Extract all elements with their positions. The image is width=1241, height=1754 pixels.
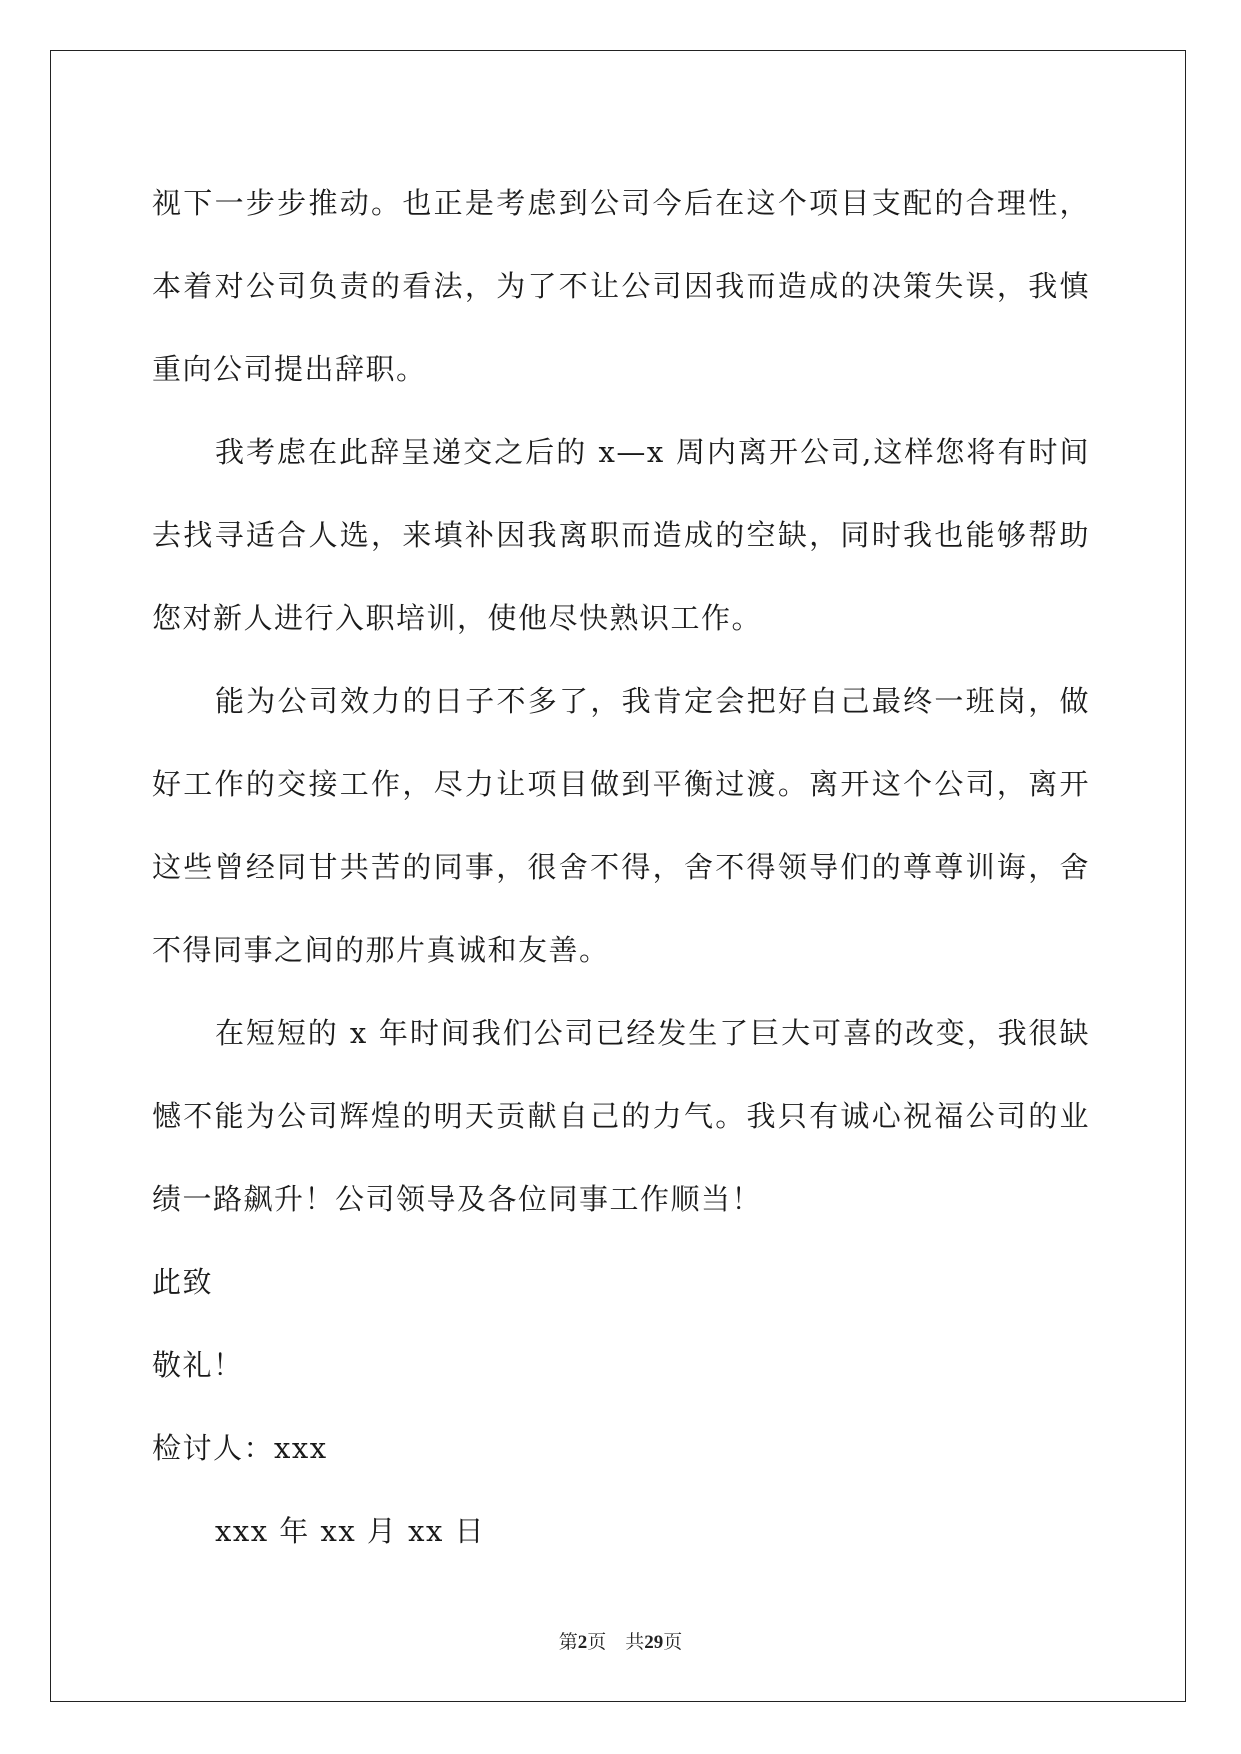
footer-suffix: 页 [663, 1631, 683, 1653]
paragraph-line: 绩一路飙升！公司领导及各位同事工作顺当！ [152, 1182, 763, 1216]
paragraph-line: 能为公司效力的日子不多了，我肯定会把好自己最终一班岗，做 [215, 684, 1090, 718]
footer-total-pages: 29 [644, 1632, 664, 1653]
letter-body [152, 162, 1090, 1573]
date-line: xxx 年 xx 月 xx 日 [215, 1514, 486, 1548]
closing-salutation: 此致 [152, 1265, 214, 1299]
page-footer [0, 1627, 1241, 1654]
paragraph-line: 您对新人进行入职培训，使他尽快熟识工作。 [152, 601, 763, 635]
paragraph-line: 视下一步步推动。也正是考虑到公司今后在这个项目支配的合理性， [152, 186, 1090, 220]
paragraph-line: 去找寻适合人选，来填补因我离职而造成的空缺，同时我也能够帮助 [152, 518, 1090, 552]
paragraph-line: 本着对公司负责的看法，为了不让公司因我而造成的决策失误，我慎 [152, 269, 1090, 303]
paragraph-line: 在短短的 x 年时间我们公司已经发生了巨大可喜的改变，我很缺 [215, 1016, 1090, 1050]
signer-line: 检讨人：xxx [152, 1431, 328, 1465]
footer-page-number: 2 [577, 1632, 588, 1653]
paragraph-line: 憾不能为公司辉煌的明天贡献自己的力气。我只有诚心祝福公司的业 [152, 1099, 1090, 1133]
paragraph-line: 重向公司提出辞职。 [152, 352, 427, 386]
paragraph-line: 我考虑在此辞呈递交之后的 x—x 周内离开公司,这样您将有时间 [215, 435, 1090, 469]
closing-regards: 敬礼！ [152, 1348, 244, 1382]
footer-mid: 页 共 [587, 1631, 645, 1653]
paragraph-line: 这些曾经同甘共苦的同事，很舍不得，舍不得领导们的尊尊训诲，舍 [152, 850, 1090, 884]
footer-prefix: 第 [558, 1631, 578, 1653]
paragraph-line: 好工作的交接工作，尽力让项目做到平衡过渡。离开这个公司，离开 [152, 767, 1090, 801]
paragraph-line: 不得同事之间的那片真诚和友善。 [152, 933, 610, 967]
